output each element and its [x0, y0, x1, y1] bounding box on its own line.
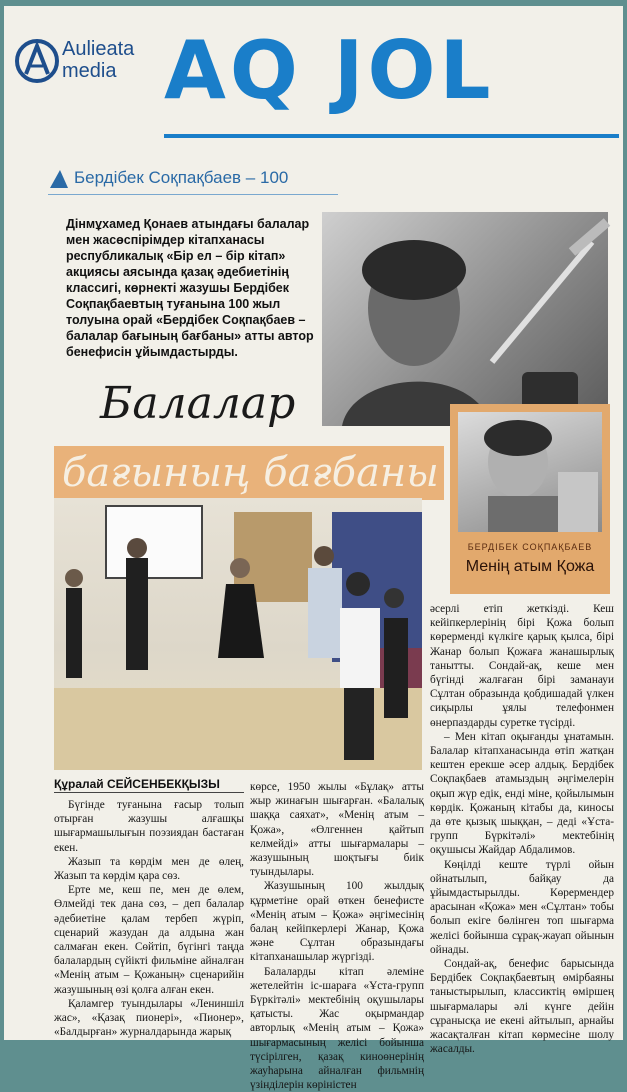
- headline-line1: Балалар: [100, 378, 296, 429]
- col2-paragraph-2: Жазушының 100 жылдық құрметіне орай өткен бенефисте «Менің атым – Қожа» әңгімесінің балаң кейіпкерлері Жанар, Қожа және Сұлтан образындағы кітапханашылар жүргізді.: [250, 880, 424, 964]
- portrait-illustration: [322, 212, 608, 426]
- book-cover: [450, 404, 610, 594]
- col1-paragraph-1: Бүгінде туғанына ғасыр толып отырған жазушы алғашқы шығармашылығын поэзиядан бастаған екен.: [54, 799, 244, 854]
- col1-paragraph-3: Ерте ме, кеш пе, мен де өлем, Өлмейді тек дана сөз, – деп балалар әдебиетіне қалам тербеп жүріп, сценарий жазудан да алдына жан салмаған екен. Сөйтіп, бүгінгі таңда балалардың сүйікті фильміне айналған «Менің атым – Қожаның» сценарийін жазушының өзі қолға алған екен.: [54, 884, 244, 996]
- rubric-text: Бердібек Соқпақбаев – 100: [74, 168, 289, 187]
- col3-paragraph-3: Көңілді кеште түрлі ойын ойнатылып, байқау да ұйымдастырылды. Көрермендер арасынан «Қожа» мен «Сұлтан» тобы болып екіге бөлінген топ шығарма желісі бойынша сұрақ-жауап ойынын ойнады.: [430, 858, 614, 956]
- rubric: [48, 166, 338, 192]
- event-photo: [54, 498, 422, 770]
- column-2: [250, 780, 424, 1092]
- book-author: БЕРДІБЕК СОҚПАҚБАЕВ: [467, 542, 593, 552]
- book-cover-photo: [458, 412, 602, 532]
- col2-paragraph-1: көрсе, 1950 жылы «Бұлақ» атты жыр жинағын шығарған. «Балалық шаққа саяхат», «Менің атым – Қожа», «Өлгеннен қайтып келмейді» атты шығармалары – жазушының шоқтығы биік туындылары.: [250, 781, 424, 879]
- col1-paragraph-2: Жазып та көрдім мен де өлең, Жазып та көрдім қара сөз.: [54, 855, 244, 883]
- byline-rule: [54, 792, 244, 793]
- rubric-underline: [48, 194, 338, 195]
- masthead-rule: [164, 134, 619, 138]
- rubric-marker-icon: [48, 168, 70, 190]
- col3-paragraph-1: әсерлі етіп жеткізді. Кеш кейіпкерлерінің бірі Қожа болып көрерменді күлкіге қарық қылса, бірі Жанар болып Қожаға жанашырлық танытты. Сондай-ақ, кеше мен бүгінді жалғаған бірі заманауи Сұлтан образында қобдишадай үлкен сиқырлы ұялы телефонмен өнерпаздарды суретке түсірді.: [430, 603, 614, 729]
- col1-paragraph-4: Қаламгер туындылары «Лениншіл жас», «Қазақ пионері», «Пионер», «Балдырған» журналдарында жарық: [54, 997, 244, 1039]
- headline-line2: бағының бағбаны: [62, 450, 439, 496]
- event-scene-illustration: [54, 498, 422, 770]
- col2-paragraph-3: Балаларды кітап әлеміне жетелейтін іс-шараға «Ұста-групп Бүркітәлі» мектебінің оқушылары қатысты. Жас оқырмандар авторлық «Менің атым – Қожа» шығармасының желісі бойынша түсірілген, қазақ киноөнерінің жауһарына айналған фильмнің үзінділерін көріністен: [250, 965, 424, 1092]
- brand-line2: media: [62, 60, 117, 82]
- column-1: [54, 798, 244, 1039]
- column-3-top: [430, 602, 614, 1057]
- boy-illustration: [458, 412, 602, 532]
- publisher-logo: [14, 36, 144, 96]
- author-portrait-photo: [322, 212, 608, 426]
- byline: Құралай СЕЙСЕНБЕКҚЫЗЫ: [54, 777, 220, 791]
- logo-emblem-icon: [14, 38, 60, 84]
- newspaper-page: [4, 6, 623, 1092]
- book-title: Менің атым Қожа: [465, 558, 595, 575]
- col3-paragraph-2: – Мен кітап оқығанды ұнатамын. Балалар кітапханасында өтіп жатқан кештен ерекше әсер алдық. Бердібек Соқпақбаев атамыздың әңгімелерін оқып жүр едік, енді міне, қойылымын көрдік. Қожаның кітабы да, киносы да өте қызық шыққан, – деді «Ұста-групп Бүркітәлі» мектебінің оқушысы Жайдар Абдалимов.: [430, 730, 614, 857]
- lead-paragraph: Дінмұхамед Қонаев атындағы балалар мен жасөспірімдер кітапханасы республикалық «Бір ел – бір кітап» акциясы аясында қазақ әдебиетінің классигі, көрнекті жазушы Бердібек Соқпақбаевтың туғанына 100 жыл толуына орай «Бердібек Соқпақбаев – балалар бағының бағбаны» атты автор бенефисін ұйымдастырды.: [66, 217, 314, 359]
- brand-line1: Aulieata: [62, 38, 135, 60]
- col3-paragraph-4: Сондай-ақ, бенефис барысында Бердібек Соқпақбаевтың өмірбаяны таныстырылып, классиктің өміршең шығармалары әлі күнге дейін сұранысқа ие екені айтылып, арнайы жасақталған кітап көрмесіне шолу жасалды.: [430, 958, 614, 1056]
- masthead: AQ JOL: [164, 24, 495, 117]
